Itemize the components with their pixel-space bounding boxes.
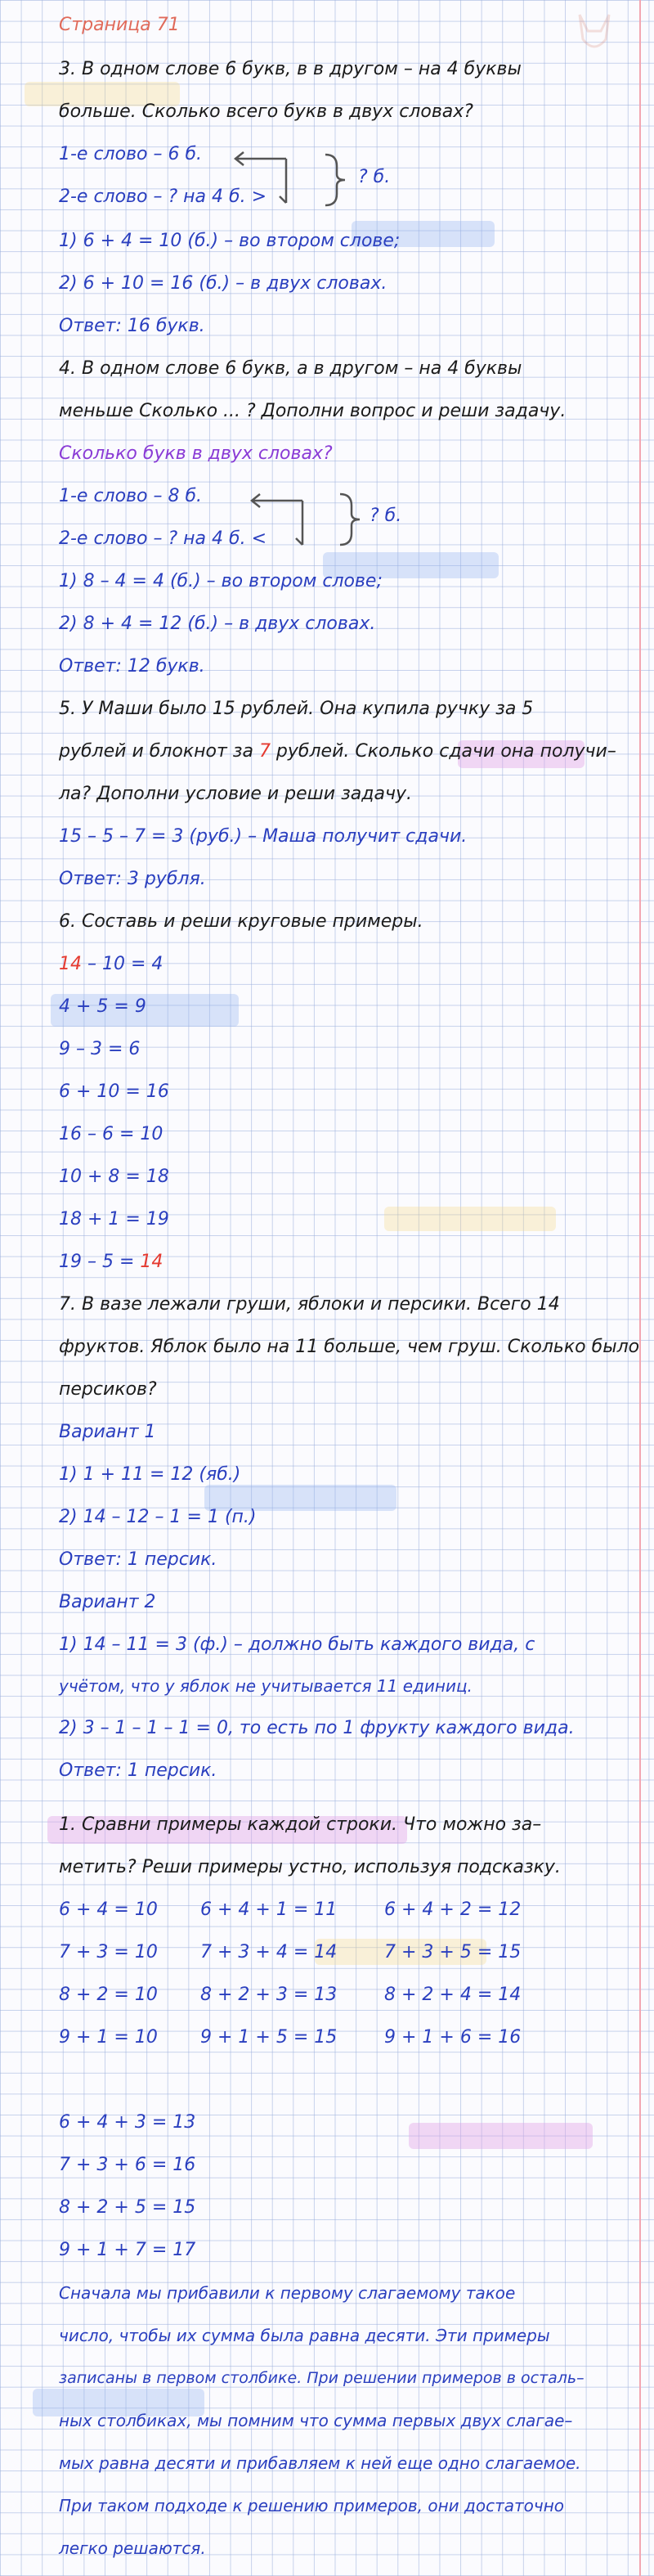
task3-question-line1: 3. В одном слове 6 букв, в в другом – на 4 буквы (59, 59, 522, 79)
task1-question-line2: метить? Реши примеры устно, используя подсказку. (59, 1857, 561, 1877)
task1-grid-r4c3: 9 + 1 + 6 = 16 (384, 2027, 522, 2048)
task1-explanation-line2: число, чтобы их сумма была равна десяти. Эти примеры (59, 2326, 550, 2345)
task4-brace (335, 491, 368, 548)
task3-scheme-line2: 2-е слово – ? на 4 б. > (59, 187, 267, 207)
task4-scheme-arrow (245, 488, 307, 553)
task5-q2-end: рублей. Сколько сдачи она получи– (270, 741, 616, 762)
task4-answer: Ответ: 12 букв. (59, 656, 205, 677)
task1-explanation-line5: мых равна десяти и прибавляем к ней еще одно слагаемое. (59, 2453, 581, 2473)
task5-question-line2 (59, 740, 616, 764)
task6-example-7: 18 + 1 = 19 (59, 1209, 169, 1230)
task1-grid-r3c1: 8 + 2 = 10 (59, 1985, 158, 2005)
task3-scheme-arrow (229, 146, 290, 211)
task6-example-6: 10 + 8 = 18 (59, 1167, 169, 1187)
task5-added-number: 7 (258, 741, 271, 762)
task6-end-number: 14 (140, 1252, 164, 1272)
task5-answer: Ответ: 3 рубля. (59, 869, 206, 889)
task4-step2: 2) 8 + 4 = 12 (б.) – в двух словах. (59, 614, 376, 634)
task1-grid-r2c2: 7 + 3 + 4 = 14 (200, 1942, 338, 1962)
task6-example-2: 4 + 5 = 9 (59, 996, 146, 1017)
task1-grid-r4c2: 9 + 1 + 5 = 15 (200, 2027, 338, 2048)
task3-answer: Ответ: 16 букв. (59, 316, 205, 336)
task7-variant2-step1-cont: учётом, что у яблок не учитывается 11 единиц. (59, 1676, 473, 1696)
task7-variant2-label: Вариант 2 (59, 1592, 156, 1612)
task1-explanation-line7: легко решаются. (59, 2538, 206, 2558)
task4-brace-label: ? б. (370, 506, 402, 526)
task1-extra-1: 6 + 4 + 3 = 13 (59, 2112, 196, 2133)
task1-explanation-line6: При таком подходе к решению примеров, они достаточно (59, 2496, 565, 2515)
task6-example-5: 16 – 6 = 10 (59, 1124, 164, 1144)
task5-question-line1: 5. У Маши было 15 рублей. Она купила ручку за 5 (59, 699, 534, 719)
task6-example-3: 9 – 3 = 6 (59, 1039, 141, 1059)
task1-extra-2: 7 + 3 + 6 = 16 (59, 2155, 196, 2175)
task1-question-line1: 1. Сравни примеры каждой строки. Что можно за– (59, 1814, 542, 1835)
task6-example-1-rest: – 10 = 4 (82, 954, 164, 974)
task3-step2: 2) 6 + 10 = 16 (б.) – в двух словах. (59, 273, 387, 294)
task7-variant2-step2: 2) 3 – 1 – 1 – 1 = 0, то есть по 1 фрукту каждого вида. (59, 1718, 575, 1738)
task7-variant1-answer: Ответ: 1 персик. (59, 1549, 217, 1570)
task4-question-line2: меньше Сколько ... ? Дополни вопрос и реши задачу. (59, 401, 567, 421)
task1-extra-4: 9 + 1 + 7 = 17 (59, 2240, 196, 2260)
task6-example-4: 6 + 10 = 16 (59, 1081, 169, 1102)
task1-grid-r2c1: 7 + 3 = 10 (59, 1942, 158, 1962)
task1-grid-r4c1: 9 + 1 = 10 (59, 2027, 158, 2048)
task1-explanation-line3: записаны в первом столбике. При решении примеров в осталь– (59, 2369, 585, 2387)
task1-grid-r1c2: 6 + 4 + 1 = 11 (200, 1899, 338, 1920)
task7-variant1-label: Вариант 1 (59, 1422, 156, 1442)
task5-solution: 15 – 5 – 7 = 3 (руб.) – Маша получит сдачи. (59, 826, 468, 847)
task4-question-line1: 4. В одном слове 6 букв, а в другом – на 4 буквы (59, 358, 522, 379)
task1-grid-r3c2: 8 + 2 + 3 = 13 (200, 1985, 338, 2005)
page-title: Страница 71 (59, 15, 180, 35)
task6-example-1 (59, 952, 163, 977)
task3-brace-label: ? б. (358, 167, 391, 187)
task7-variant2-step1: 1) 14 – 11 = 3 (ф.) – должно быть каждого вида, с (59, 1634, 535, 1655)
task3-scheme-line1: 1-е слово – 6 б. (59, 144, 203, 164)
task7-variant1-step2: 2) 14 – 12 – 1 = 1 (п.) (59, 1507, 257, 1527)
task6-example-8-start: 19 – 5 = (59, 1252, 141, 1272)
task6-start-number: 14 (59, 954, 82, 974)
task6-example-8 (59, 1250, 163, 1275)
task4-added-question: Сколько букв в двух словах? (59, 443, 333, 464)
task1-explanation-line4: ных столбиках, мы помним что сумма первых двух слагае– (59, 2411, 573, 2430)
task4-scheme-line2: 2-е слово – ? на 4 б. < (59, 528, 267, 549)
task4-scheme-line1: 1-е слово – 8 б. (59, 486, 203, 506)
task3-brace (320, 151, 353, 209)
task1-grid-r1c3: 6 + 4 + 2 = 12 (384, 1899, 522, 1920)
task1-explanation-line1: Сначала мы прибавили к первому слагаемому такое (59, 2283, 516, 2303)
task7-question-line2: фруктов. Яблок было на 11 больше, чем груш. Сколько было (59, 1337, 640, 1357)
task7-question-line1: 7. В вазе лежали груши, яблоки и персики. Всего 14 (59, 1294, 560, 1315)
task7-question-line3: персиков? (59, 1379, 157, 1400)
task1-grid-r2c3: 7 + 3 + 5 = 15 (384, 1942, 522, 1962)
task6-question: 6. Составь и реши круговые примеры. (59, 911, 423, 932)
task3-step1: 1) 6 + 4 = 10 (б.) – во втором слове; (59, 231, 401, 251)
task1-grid-r3c3: 8 + 2 + 4 = 14 (384, 1985, 522, 2005)
task7-variant2-answer: Ответ: 1 персик. (59, 1760, 217, 1781)
task4-step1: 1) 8 – 4 = 4 (б.) – во втором слове; (59, 571, 383, 591)
task1-grid-r1c1: 6 + 4 = 10 (59, 1899, 158, 1920)
task3-question-line2: больше. Сколько всего букв в двух словах? (59, 101, 473, 122)
task5-question-line3: ла? Дополни условие и реши задачу. (59, 784, 412, 804)
task7-variant1-step1: 1) 1 + 11 = 12 (яб.) (59, 1464, 241, 1485)
task5-q2-start: рублей и блокнот за (59, 741, 259, 762)
task1-extra-3: 8 + 2 + 5 = 15 (59, 2197, 196, 2218)
